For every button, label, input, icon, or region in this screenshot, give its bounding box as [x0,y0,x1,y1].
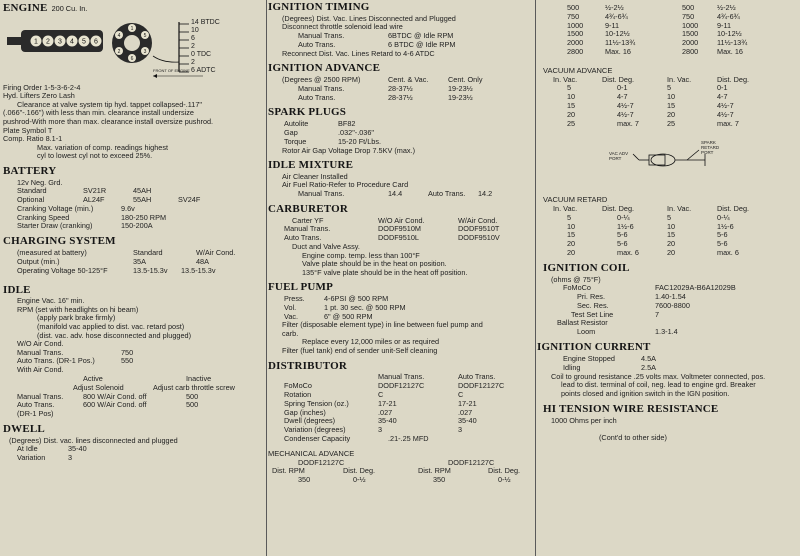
ignition-coil-heading: IGNITION COIL [543,261,630,274]
vacuum-advance-heading: VACUUM ADVANCE [543,65,613,75]
hi-tension-heading: HI TENSION WIRE RESISTANCE [543,403,719,416]
idle-specs: Engine Vac. 16" min. RPM (set with headlights on hi beam) (apply park brake firmly) (manifold vac applied to dist. vac. retard post) (dist. vac. adv. hose disconnected and plugged) W/O Air Cond. Manual Trans. 750 Auto Trans. (DR-1 Pos.) 550 With Air Cond. Active Inactive Adjust Solenoid Adjust carb throttle screw Manual Trans. 800 W/Air Cond. off 500 Auto Trans. 600 W/Air Cond. off 500 (DR-1 Pos) [17,296,235,419]
ignition-coil-table: (ohms @ 75°F) FoMoCo FAC12029A-B6A12029B Pri. Res. 1.40-1.54 Sec. Res. 7600-8800 Test Set Line 7 Ballast Resistor Loom 1.3-1.4 [551,274,736,337]
plugs-table: Autolite BF82 Gap .032"-.036" Torque 15-20 Ft/Lbs. Rotor Air Gap Voltage Drop 7.5KV (max.) [282,119,416,155]
distributor-table: Manual Trans. Auto Trans. FoMoCo DODF12127C DODF12127C Rotation C C Spring Tension (oz.) 17-21 17-21 Gap (inches) .027 .027 Dwell (degrees) 35-40 35-40 Variation (degrees) 3 3 Condenser Capacity .21-.25 MFD [284,372,505,443]
front-of-engine-label: FRONT OF ENGINE [153,67,190,73]
column-3 [537,0,800,556]
dwell-heading: DWELL [3,422,45,435]
svg-text:3: 3 [143,48,147,55]
plugs-heading: SPARK PLUGS [268,106,347,119]
charging-table: (measured at battery) Standard W/Air Cond. Output (min.) 35A 48A Operating Voltage 50-125°F 13.5-15.3v 13.5-15.3v [17,248,236,275]
hi-tension-value: 1000 Ohms per inch [551,415,617,425]
engine-specs: Firing Order 1-5-3-6-2-4 Hyd. Lifters Zero Lash Clearance at valve system tip hyd. tappet collapsed-.117" (.066"-.166") with less than min. clearance install undersize pushrod-With more than max. clearance install oversize pushrod. Plate Symbol T Comp. Ratio 8.1-1 Max. variation of comp. readings highest cyl to lowest cyl not to exceed 25%. [3,82,214,161]
svg-text:4: 4 [70,38,74,46]
continued-note: (Cont'd to other side) [599,433,667,443]
idle-mixture-specs: Air Cleaner Installed Air Fuel Ratio-Refer to Procedure Card Manual Trans. 14.4 Auto Trans. 14.2 [282,171,493,198]
charging-heading: CHARGING SYSTEM [3,235,116,248]
advance-table: (Degrees @ 2500 RPM) Cent. & Vac. Cent. Only Manual Trans. 28-37½ 19-23½ Auto Trans. 28-37½ 19-23½ [282,74,483,102]
svg-text:6: 6 [130,55,134,62]
timing-specs: (Degrees) Dist. Vac. Lines Disconnected and Plugged Disconnect throttle solenoid lead wire Manual Trans. 6BTDC @ Idle RPM Auto Trans. 6 BTDC @ Idle RPM Reconnect Dist. Vac. Lines Retard to 4-6 ATDC [282,13,456,58]
svg-text:2: 2 [117,48,121,55]
vacuum-retard-table: In. Vac. Dist. Deg. In. Vac. Dist. Deg. 5 0-¼ 5 0-¼ 10 1½-6 10 1½-6 15 5-6 15 5-6 20 5-6 20 5-6 20 max. 6 20 max. 6 [553,204,750,258]
vacuum-retard-heading: VACUUM RETARD [543,195,608,205]
mechanical-advance-heading: MECHANICAL ADVANCE [268,448,355,458]
carburetor-table: Carter YF W/O Air Cond. W/Air Cond. Manual Trans. DODF9510M DODF9510T Auto Trans. DODF9510L DODF9510V Duct and Valve Assy. Engine comp. temp. less than 100°F Valve plate should be in the heat on position. 135°F valve plate should be in the heat off position. [284,215,500,277]
timing-heading: IGNITION TIMING [268,1,370,13]
fuel-pump-heading: FUEL PUMP [268,281,334,294]
advance-heading: IGNITION ADVANCE [268,62,381,75]
dwell-specs: (Degrees) Dist. vac. lines disconnected and plugged At Idle 35-40 Variation 3 [9,435,178,463]
svg-text:6: 6 [94,38,98,46]
svg-text:5: 5 [143,32,147,39]
engine-diagram [3,16,267,78]
vac-adv-port-label: VAC ADV PORT [609,151,629,162]
svg-text:3: 3 [58,38,62,46]
ignition-current-specs: Engine Stopped 4.5A Idling 2.5A Coil to ground resistance .25 volts max. Voltmeter connected, pos. lead to dist. terminal of coil, neg. lead to engine grd. Breaker points closed and ignition switch in the IGN position. [551,353,766,398]
distributor-heading: DISTRIBUTOR [268,359,348,372]
svg-text:5: 5 [82,38,86,46]
engine-heading: ENGINE 200 Cu. In. [3,2,88,14]
column-2 [268,0,533,556]
vacuum-advance-table: In. Vac. Dist. Deg. In. Vac. Dist. Deg. 5 0-1 5 0-1 10 4-7 10 4-7 15 4½-7 15 4½-7 20 4½-7 20 4½-7 25 max. 7 25 max. 7 [553,74,750,128]
idle-heading: IDLE [3,283,31,296]
mechanical-advance-table: DODF12127C DODF12127C Dist. RPM Dist. Deg. Dist. RPM Dist. Deg. 350 0-½ 350 0-½ [272,457,521,485]
ignition-current-heading: IGNITION CURRENT [537,341,651,354]
column-divider [535,0,536,556]
idle-mixture-heading: IDLE MIXTURE [268,159,354,172]
battery-heading: BATTERY [3,164,57,177]
battery-table: 12v Neg. Grd. Standard SV21R 45AH Optional AL24F 55AH SV24F Cranking Voltage (min.) 9.6v Cranking Speed 180-250 RPM Starter Draw (cranking) 150-200A [17,177,201,231]
spark-retard-port-label: SPARK RETARD PORT [701,140,720,156]
svg-text:1: 1 [130,25,134,32]
timing-marks: 14 BTDC 10 6 2 0 TDC 2 6 ADTC [191,18,220,74]
svg-text:2: 2 [46,38,50,46]
svg-text:4: 4 [117,32,121,39]
column-1 [0,0,267,556]
svg-text:1: 1 [34,38,38,46]
vacuum-unit-diagram [537,132,800,194]
fuel-pump-specs: Press. 4-6PSI @ 500 RPM Vol. 1 pt. 30 sec. @ 500 RPM Vac. 6" @ 500 RPM Filter (disposable element type) in line between fuel pump and carb. Replace every 12,000 miles or as required Filter (fuel tank) end of sender unit-Self cleaning [282,294,483,356]
carburetor-heading: CARBURETOR [268,202,349,215]
mechanical-advance-continued: 500 ½-2½ 500 ½-2½ 750 4¾-6¾ 750 4¾-6¾ 1000 9-11 1000 9-11 1500 10-12½ 1500 10-12½ 2000 11½-13¾ 2000 11½-13¾ 2800 Max. 16 2800 Max. 16 [567,3,748,56]
